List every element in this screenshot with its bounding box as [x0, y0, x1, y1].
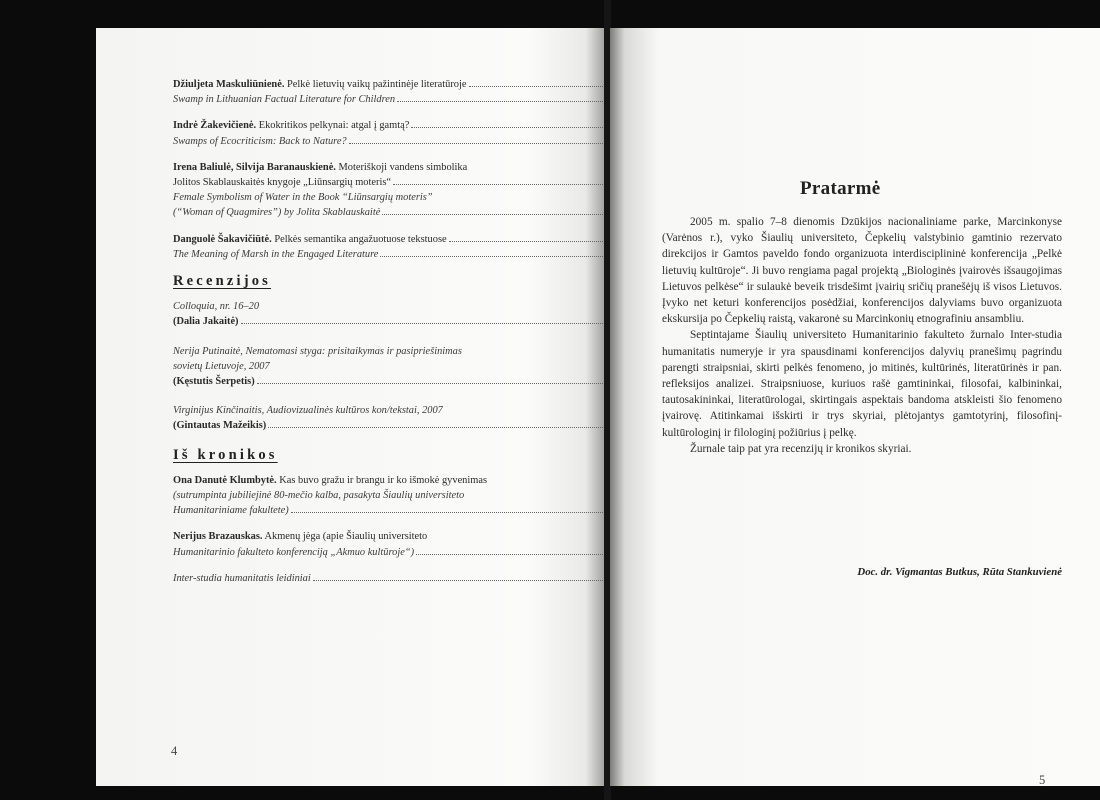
- foreword-signature: Doc. dr. Vigmantas Butkus, Rūta Stankuvienė: [857, 566, 1062, 578]
- foreword-paragraph: Žurnale taip pat yra recenzijų ir kronikos skyriai.: [690, 442, 912, 455]
- review-reviewer: (Dalia Jakaitė): [173, 316, 239, 328]
- entry-title: Pelkės semantika angažuotuose tekstuose: [271, 233, 447, 245]
- dot-leader: [397, 101, 606, 102]
- chronicle-line-2: Humanitarinio fakulteto konferenciją „Akmuo kultūroje“): [173, 546, 415, 558]
- chronicle-author: Ona Danutė Klumbytė.: [173, 474, 277, 486]
- review-line: Virginijus Kinčinaitis, Audiovizualinės kultūros kon/tekstai, 2007: [173, 405, 443, 417]
- chronicle-title: Kas buvo gražu ir brangu ir ko išmokė gyvenimas: [276, 474, 488, 486]
- entry-title: Pelkė lietuvių vaikų pažintinėje literatūroje: [284, 79, 467, 90]
- chronicle-author: Nerijus Brazauskas.: [173, 531, 263, 543]
- review-reviewer: (Gintautas Mažeikis): [173, 420, 267, 432]
- foreword-paragraph: Septintajame Šiaulių universiteto Humanitarinio fakulteto žurnalo Inter-studia humanitatis numeryje ir yra spausdinami konferencijos dalyvių pranešimų pagrindu parengti straipsniai, skirti pelkės fenomeno, jo mitinės, kultūrinės, literatūrinės ir pan. refleksijos analizei. Straipsniuose, kuriuos rašė gamtininkai, filosofai, kalbininkai, tautosakininkai, literatūrologai, skirtingais aspektais bandoma atskleisti šio fenomeno įvairovę. Atitinkamai išskirti ir trys skyriai, plėtojantys gamtotyrinį, filosofinį-kultūrologinį ir filologinį požiūrius į pelkę.: [662, 329, 1062, 439]
- dot-leader: [469, 86, 607, 87]
- publications-entry: [173, 571, 606, 586]
- entry-en-title: Female Symbolism of Water in the Book “Liūnsargių moteris”: [173, 192, 433, 204]
- chronicle-entry: [173, 529, 606, 559]
- entry-title: Moteriškoji vandens simbolika: [335, 161, 468, 173]
- dot-leader: [313, 580, 606, 581]
- review-line-2: sovietų Lietuvoje, 2007: [173, 360, 270, 372]
- chronicle-entry: [173, 473, 606, 519]
- entry-author: Indrė Žakevičienė.: [173, 120, 257, 132]
- dot-leader: [411, 127, 606, 128]
- review-entry: [173, 344, 606, 390]
- toc-entry: [173, 118, 606, 148]
- dot-leader: [349, 143, 606, 144]
- section-heading-kronikos: Iš kronikos: [173, 446, 278, 463]
- dot-leader: [393, 184, 606, 185]
- section-heading-recenzijos: Recenzijos: [173, 273, 272, 290]
- review-line: Colloquia, nr. 16–20: [173, 301, 260, 313]
- review-entry: [173, 403, 606, 433]
- entry-en-title: The Meaning of Marsh in the Engaged Literature: [173, 248, 379, 260]
- review-entry: [173, 299, 606, 329]
- entry-en-title: Swamp in Lithuanian Factual Literature for Children: [173, 94, 396, 106]
- review-reviewer: (Kęstutis Šerpetis): [173, 376, 255, 388]
- entry-title-cont: Jolitos Skablauskaitės knygoje „Liūnsargių moteris“: [173, 177, 391, 189]
- dot-leader: [449, 241, 606, 242]
- entry-title: Ekokritikos pelkynai: atgal į gamtą?: [256, 120, 410, 132]
- right-page: [610, 28, 1100, 786]
- left-page: [96, 28, 606, 786]
- foreword-body: [662, 214, 1062, 457]
- toc-entry: [173, 77, 606, 107]
- page-number-left: 4: [171, 744, 178, 758]
- toc-entry: [173, 232, 606, 262]
- chronicle-line-3: Humanitariniame fakultete): [173, 505, 289, 517]
- chronicle-line-2: (sutrumpinta jubiliejinė 80-mečio kalba, pasakyta Šiaulių universiteto: [173, 490, 465, 502]
- entry-en-title-cont: (“Woman of Quagmires”) by Jolita Skablauskaitė: [173, 207, 381, 219]
- entry-en-title: Swamps of Ecocriticism: Back to Nature?: [173, 135, 347, 147]
- dot-leader: [416, 554, 606, 555]
- dot-leader: [380, 256, 606, 257]
- foreword-paragraph: 2005 m. spalio 7–8 dienomis Dzūkijos nacionaliniame parke, Marcinkonyse (Varėnos r.), vyko Šiaulių universiteto, Čepkelių valstybinio gamtinio rezervato direkcijos ir Gamtos paveldo fondo organizuota interdisciplininė konferencija „Pelkė lietuvių kultūroje“. Ji buvo rengiama pagal projektą „Biologinės įvairovės išsaugojimas Lietuvos pelkėse“ ir sulaukė beveik trisdešimt įvairių sričių pranešėjų iš visos Lietuvos. Įvyko net keturi konferencijos posėdžiai, konferencijos dalyviams buvo organizuota ekskursija po Čepkelių raistą, vakaronė su Marcinkonių etnografiniu ansambliu.: [662, 216, 1062, 326]
- table-of-contents: [173, 77, 606, 597]
- entry-author: Danguolė Šakavičiūtė.: [173, 233, 272, 245]
- dot-leader: [382, 214, 606, 215]
- dot-leader: [268, 427, 606, 428]
- chronicle-title: Akmenų jėga (apie Šiaulių universiteto: [262, 531, 428, 543]
- entry-author: Irena Baliulė, Silvija Baranauskienė.: [173, 161, 336, 173]
- dot-leader: [257, 383, 606, 384]
- review-line: Nerija Putinaitė, Nematomasi styga: prisitaikymas ir pasipriešinimas: [173, 345, 462, 357]
- entry-author: Džiuljeta Maskuliūnienė.: [173, 79, 285, 90]
- foreword-title: Pratarmė: [800, 178, 881, 199]
- dot-leader: [241, 323, 606, 324]
- toc-entry: [173, 160, 606, 221]
- dot-leader: [291, 512, 606, 513]
- publications-text: Inter-studia humanitatis leidiniai: [173, 572, 311, 584]
- page-number-right: 5: [1039, 773, 1046, 786]
